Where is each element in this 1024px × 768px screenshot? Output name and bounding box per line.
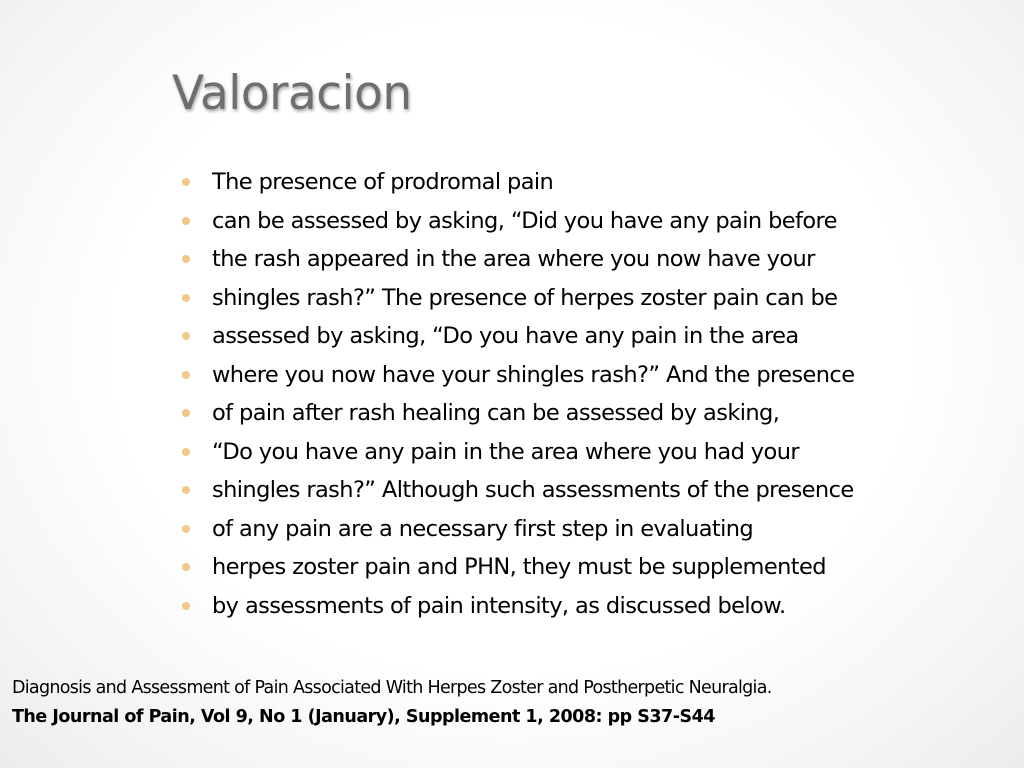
bullet-text: by assessments of pain intensity, as discussed below. [212, 592, 786, 619]
bullet-item [182, 240, 854, 279]
bullet-item [182, 279, 854, 318]
bullet-item [182, 394, 854, 433]
bullet-dot-icon [182, 448, 190, 456]
bullet-dot-icon [182, 563, 190, 571]
bullet-dot-icon [182, 525, 190, 533]
bullet-item [182, 317, 854, 356]
bullet-item [182, 471, 854, 510]
bullet-item [182, 433, 854, 472]
bullet-text: where you now have your shingles rash?” And the presence [212, 361, 855, 388]
bullet-dot-icon [182, 332, 190, 340]
bullet-dot-icon [182, 255, 190, 263]
bullet-dot-icon [182, 178, 190, 186]
bullet-item [182, 510, 854, 549]
slide-title: Valoracion [172, 66, 412, 121]
bullet-text: assessed by asking, “Do you have any pain in the area [212, 323, 799, 349]
bullet-text: of any pain are a necessary first step in evaluating [212, 515, 754, 542]
citation-journal: The Journal of Pain, Vol 9, No 1 (January), Supplement 1, 2008: pp S37-S44 [12, 707, 715, 727]
bullet-list [182, 163, 854, 625]
bullet-text: The presence of prodromal pain [212, 169, 554, 195]
bullet-dot-icon [182, 602, 190, 610]
bullet-text: herpes zoster pain and PHN, they must be supplemented [212, 554, 826, 580]
bullet-item [182, 202, 854, 241]
citation [12, 674, 1012, 732]
bullet-dot-icon [182, 409, 190, 417]
bullet-dot-icon [182, 294, 190, 302]
citation-article-title: Diagnosis and Assessment of Pain Associated With Herpes Zoster and Postherpetic Neuralgia. [12, 678, 772, 698]
bullet-text: of pain after rash healing can be assessed by asking, [212, 400, 780, 426]
bullet-text: can be assessed by asking, “Did you have any pain before [212, 207, 837, 234]
bullet-item [182, 587, 854, 626]
bullet-dot-icon [182, 371, 190, 379]
bullet-item [182, 548, 854, 587]
bullet-text: the rash appeared in the area where you now have your [212, 246, 815, 272]
bullet-text: shingles rash?” Although such assessments of the presence [212, 477, 854, 503]
bullet-text: shingles rash?” The presence of herpes zoster pain can be [212, 284, 838, 311]
bullet-dot-icon [182, 486, 190, 494]
bullet-item [182, 356, 854, 395]
bullet-text: “Do you have any pain in the area where you had your [212, 438, 800, 465]
bullet-dot-icon [182, 217, 190, 225]
bullet-item [182, 163, 854, 202]
